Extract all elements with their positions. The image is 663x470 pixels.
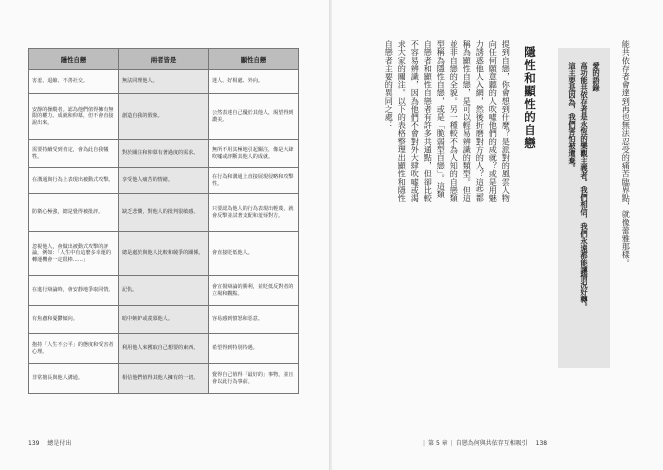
body-column: 自戀者和顯性自戀者有許多共通點，但卻比較 [423, 40, 434, 202]
opening-paragraph: 能共依存者會達到再也無法忍受的痛苦臨界點，就像蕾雅那樣。 [621, 40, 632, 267]
book-title: 總是付出 [47, 440, 72, 447]
table-row [29, 306, 299, 334]
both-cell: 暗中嫉妒或羨慕他人。 [119, 306, 209, 334]
both-cell: 對於關注和仰慕有著過度的需求。 [119, 140, 209, 168]
overt-cell: 覺得自己值得「最好的」事物，並且會以此行為事前。 [209, 364, 299, 394]
both-cell: 缺乏悲憫，對他人的批判很敏感。 [119, 194, 209, 232]
overt-cell: 在行為和溝通上直接展現侵略和攻擊性。 [209, 168, 299, 194]
body-column: 自戀者主要的異同之處： [384, 40, 395, 130]
covert-cell: 有焦慮和憂鬱傾向。 [29, 306, 119, 334]
table-header-row [29, 49, 299, 70]
both-cell: 創造自我的假象。 [119, 94, 209, 140]
left-footer [28, 438, 71, 447]
both-cell: 總是處於與他人比較和競爭的關係。 [119, 232, 209, 276]
body-column: 型稱為隱性自戀，或是「脆弱型自戀」。這類 [436, 40, 447, 198]
both-cell: 無法同理他人。 [119, 70, 209, 94]
right-page-number: 138 [535, 440, 548, 447]
header-both: 兩者皆是 [119, 49, 209, 70]
both-cell: 享受他人痛苦的情緒。 [119, 168, 209, 194]
chapter-title: 自戀為何與共依存互相吸引 [455, 440, 528, 447]
section-title: 隱性和顯性的自戀 [523, 46, 537, 150]
quote-line-1: 高功能共依存者是永恆的樂觀主義者。我們相信，我們永遠都能讓情況好轉。 [580, 62, 589, 311]
table-row [29, 232, 299, 276]
table-row [29, 168, 299, 194]
overt-cell: 容易感到憤怒和惡意。 [209, 306, 299, 334]
both-cell: 記仇。 [119, 276, 209, 306]
table-row [29, 140, 299, 168]
table-row [29, 94, 299, 140]
table-row [29, 364, 299, 394]
header-overt-narcissism: 顯性自戀 [209, 49, 299, 70]
covert-cell: 忽視他人，會做出被動式攻擊的評論，例如：「人生中有這麼多幸運的轉運機會一定很棒……」 [29, 232, 119, 276]
body-column: 不容易辨識，因為他們不會對外大肆吹嘘或渴 [410, 40, 421, 202]
both-cell: 利用他人來獲取自己想要的東西。 [119, 334, 209, 364]
chapter-number: 第 5 章 [428, 440, 448, 447]
overt-cell: 公然表達自己優於其他人，渴望得到讚美。 [209, 94, 299, 140]
covert-cell: 害羞、退縮、不善社交。 [29, 70, 119, 94]
body-column: 提到自戀，你會想到什麼？是派對的風雲人物 [501, 40, 512, 202]
body-column: 向任何願意聽的人吹噓他們的成就？或是用魅 [488, 40, 499, 202]
right-footer: | 第 5 章 | 自戀為何與共依存互相吸引 138 [423, 440, 548, 447]
covert-cell: 安靜的操縱者。認為他們值得擁有無限的權力、成就和仰慕，但不會直接說出來。 [29, 94, 119, 140]
covert-cell: 抱持「人生不公平」的態度和受害者心理。 [29, 334, 119, 364]
body-column: 稱為顯性自戀，是可以輕易辨識的類型。但這 [462, 40, 473, 202]
body-column: 求大家的關注。以下的表格整理出顯性和隱性 [397, 40, 408, 202]
covert-cell: 需要持續受到肯定，會為此自我犧牲。 [29, 140, 119, 168]
table-row [29, 70, 299, 94]
header-covert-narcissism: 隱性自戀 [29, 49, 119, 70]
table-row [29, 194, 299, 232]
comparison-table [28, 48, 299, 394]
overt-cell: 會宣揚辯論的勝利，並貶低反對者的立場和觀點。 [209, 276, 299, 306]
left-page-number: 139 [28, 440, 40, 447]
table-row [29, 334, 299, 364]
covert-cell: 非常擅長與他人溝通。 [29, 364, 119, 394]
quote-line-2: 這主要是因為，我們害怕被遺棄。 [568, 62, 577, 172]
body-column: 力誘惑他人入網，然後折磨對方的人？這些都 [475, 40, 486, 202]
covert-cell: 在溝通與行為上表現出被動式攻擊。 [29, 168, 119, 194]
overt-cell: 只要認為他人的行為表現出輕蔑，就會反擊並試著支配和羞辱對方。 [209, 194, 299, 232]
table-row [29, 276, 299, 306]
overt-cell: 迷人、好相處、外向。 [209, 70, 299, 94]
both-cell: 相信他們值得其他人擁有的一切。 [119, 364, 209, 394]
covert-cell: 防衛心極強，總是覺得被批評。 [29, 194, 119, 232]
covert-cell: 在進行辯論時，會安靜地爭取同情。 [29, 276, 119, 306]
overt-cell: 無所不用其極地引起關注，像是大肆吹嘘或評斷其他人的成就。 [209, 140, 299, 168]
quote-label: 愛的語錄 [592, 62, 601, 92]
left-page [0, 0, 331, 470]
body-column: 並非自戀的全貌。另一種較不為人知的自戀類 [449, 40, 460, 202]
overt-cell: 希望得到特別待遇。 [209, 334, 299, 364]
overt-cell: 會直接貶低他人。 [209, 232, 299, 276]
